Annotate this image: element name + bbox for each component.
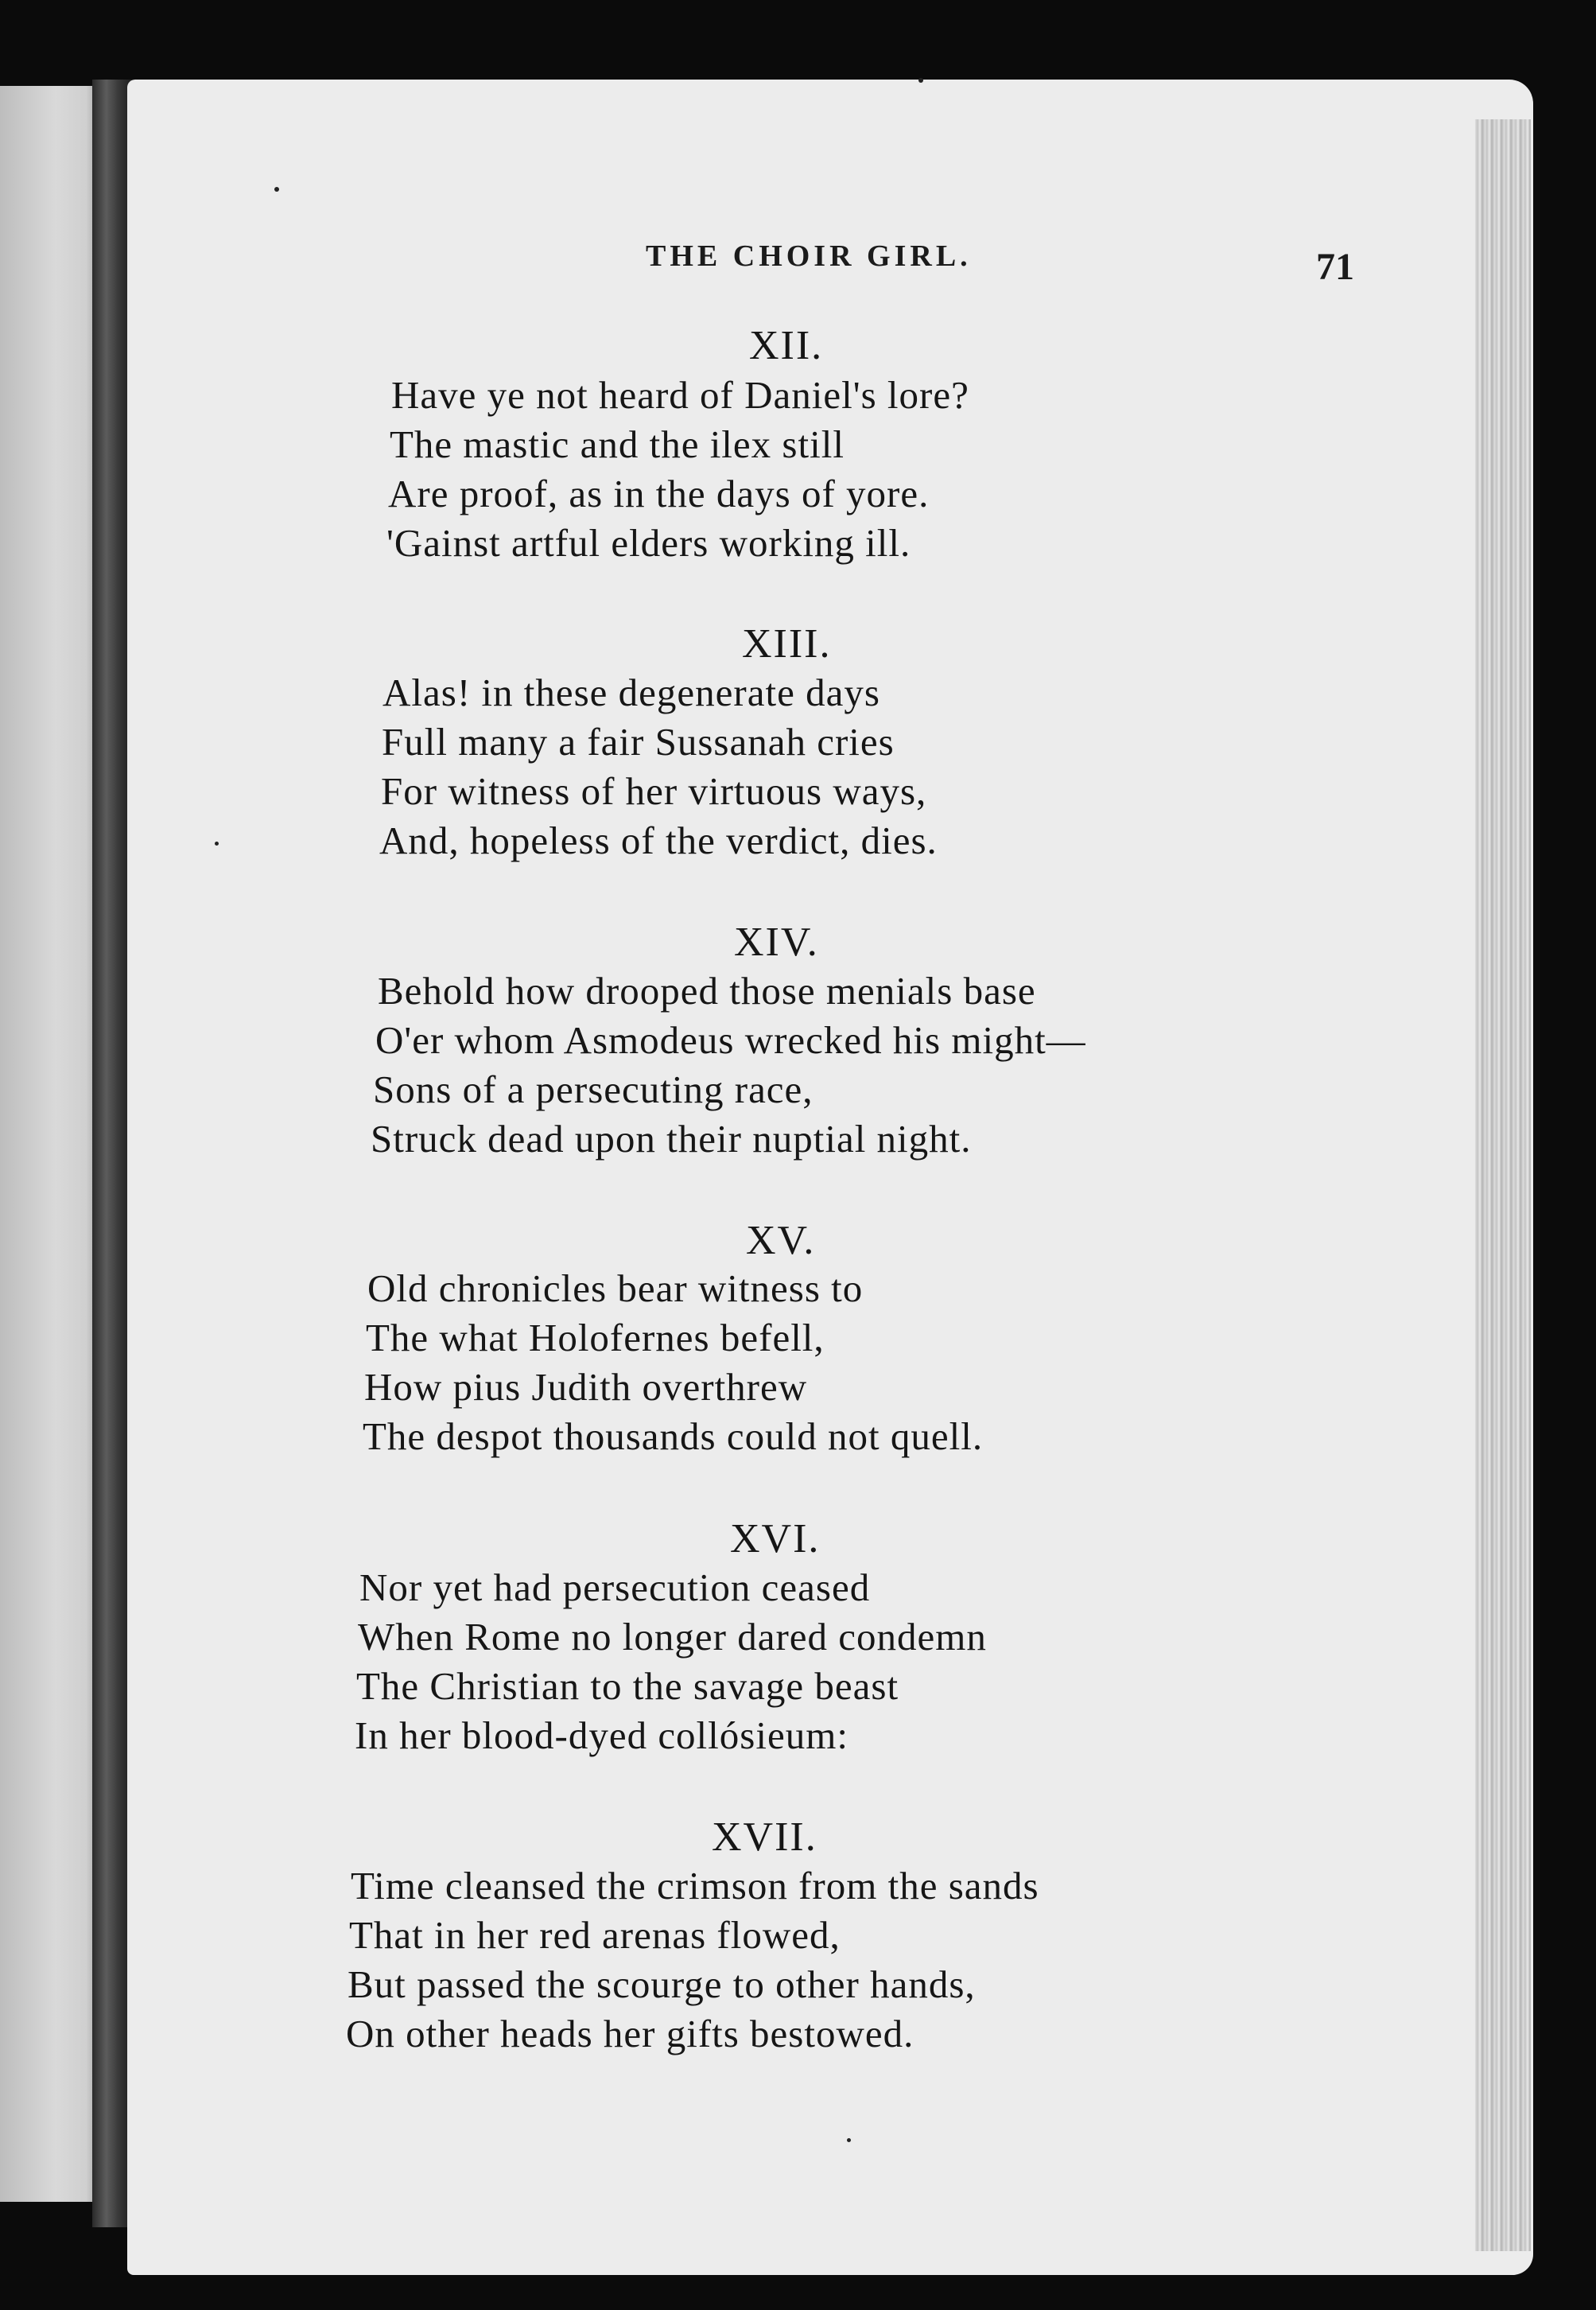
verse-line: 'Gainst artful elders working ill.	[386, 521, 911, 565]
stanza-numeral: XII.	[749, 323, 824, 368]
verse-line: Time cleansed the crimson from the sands	[351, 1864, 1039, 1908]
verse-line: Alas! in these degenerate days	[382, 671, 880, 714]
verse-line: Are proof, as in the days of yore.	[388, 472, 930, 515]
verse-line: That in her red arenas flowed,	[349, 1913, 841, 1957]
verse-line: The despot thousands could not quell.	[363, 1414, 984, 1458]
book-gutter	[92, 80, 132, 2227]
stanza-numeral: XIV.	[734, 920, 819, 965]
verse-line: The Christian to the savage beast	[356, 1664, 899, 1708]
scan-speck	[274, 187, 279, 192]
verse-line: How pius Judith overthrew	[364, 1365, 808, 1409]
facing-page-edge	[0, 86, 102, 2202]
verse-line: The what Holofernes befell,	[366, 1316, 825, 1359]
verse-line: Sons of a persecuting race,	[373, 1068, 814, 1111]
verse-line: The mastic and the ilex still	[390, 422, 845, 466]
stanza-numeral: XIII.	[742, 621, 832, 667]
verse-line: In her blood-dyed collósieum:	[355, 1713, 848, 1757]
scan-speck	[847, 2138, 851, 2142]
verse-line: Behold how drooped those menials base	[378, 969, 1036, 1013]
stanza-numeral: XVII.	[712, 1814, 817, 1860]
stanza-numeral: XV.	[746, 1218, 816, 1263]
verse-line: When Rome no longer dared condemn	[358, 1615, 987, 1659]
verse-line: Old chronicles bear witness to	[367, 1266, 864, 1310]
scan-speck	[918, 78, 923, 83]
scan-speck	[215, 842, 219, 846]
verse-line: Full many a fair Sussanah cries	[382, 720, 895, 764]
verse-line: For witness of her virtuous ways,	[381, 769, 927, 813]
verse-line: Have ye not heard of Daniel's lore?	[391, 373, 969, 417]
verse-line: Struck dead upon their nuptial night.	[371, 1117, 972, 1161]
page-stack-edge	[1475, 119, 1531, 2251]
verse-line: On other heads her gifts bestowed.	[346, 2012, 914, 2055]
verse-line: But passed the scourge to other hands,	[348, 1962, 976, 2006]
verse-line: And, hopeless of the verdict, dies.	[379, 819, 938, 862]
stanza-numeral: XVI.	[730, 1516, 821, 1561]
verse-line: Nor yet had persecution ceased	[359, 1565, 871, 1609]
running-head: THE CHOIR GIRL.	[646, 239, 972, 273]
verse-line: O'er whom Asmodeus wrecked his might—	[375, 1018, 1086, 1062]
page-number: 71	[1316, 246, 1354, 288]
